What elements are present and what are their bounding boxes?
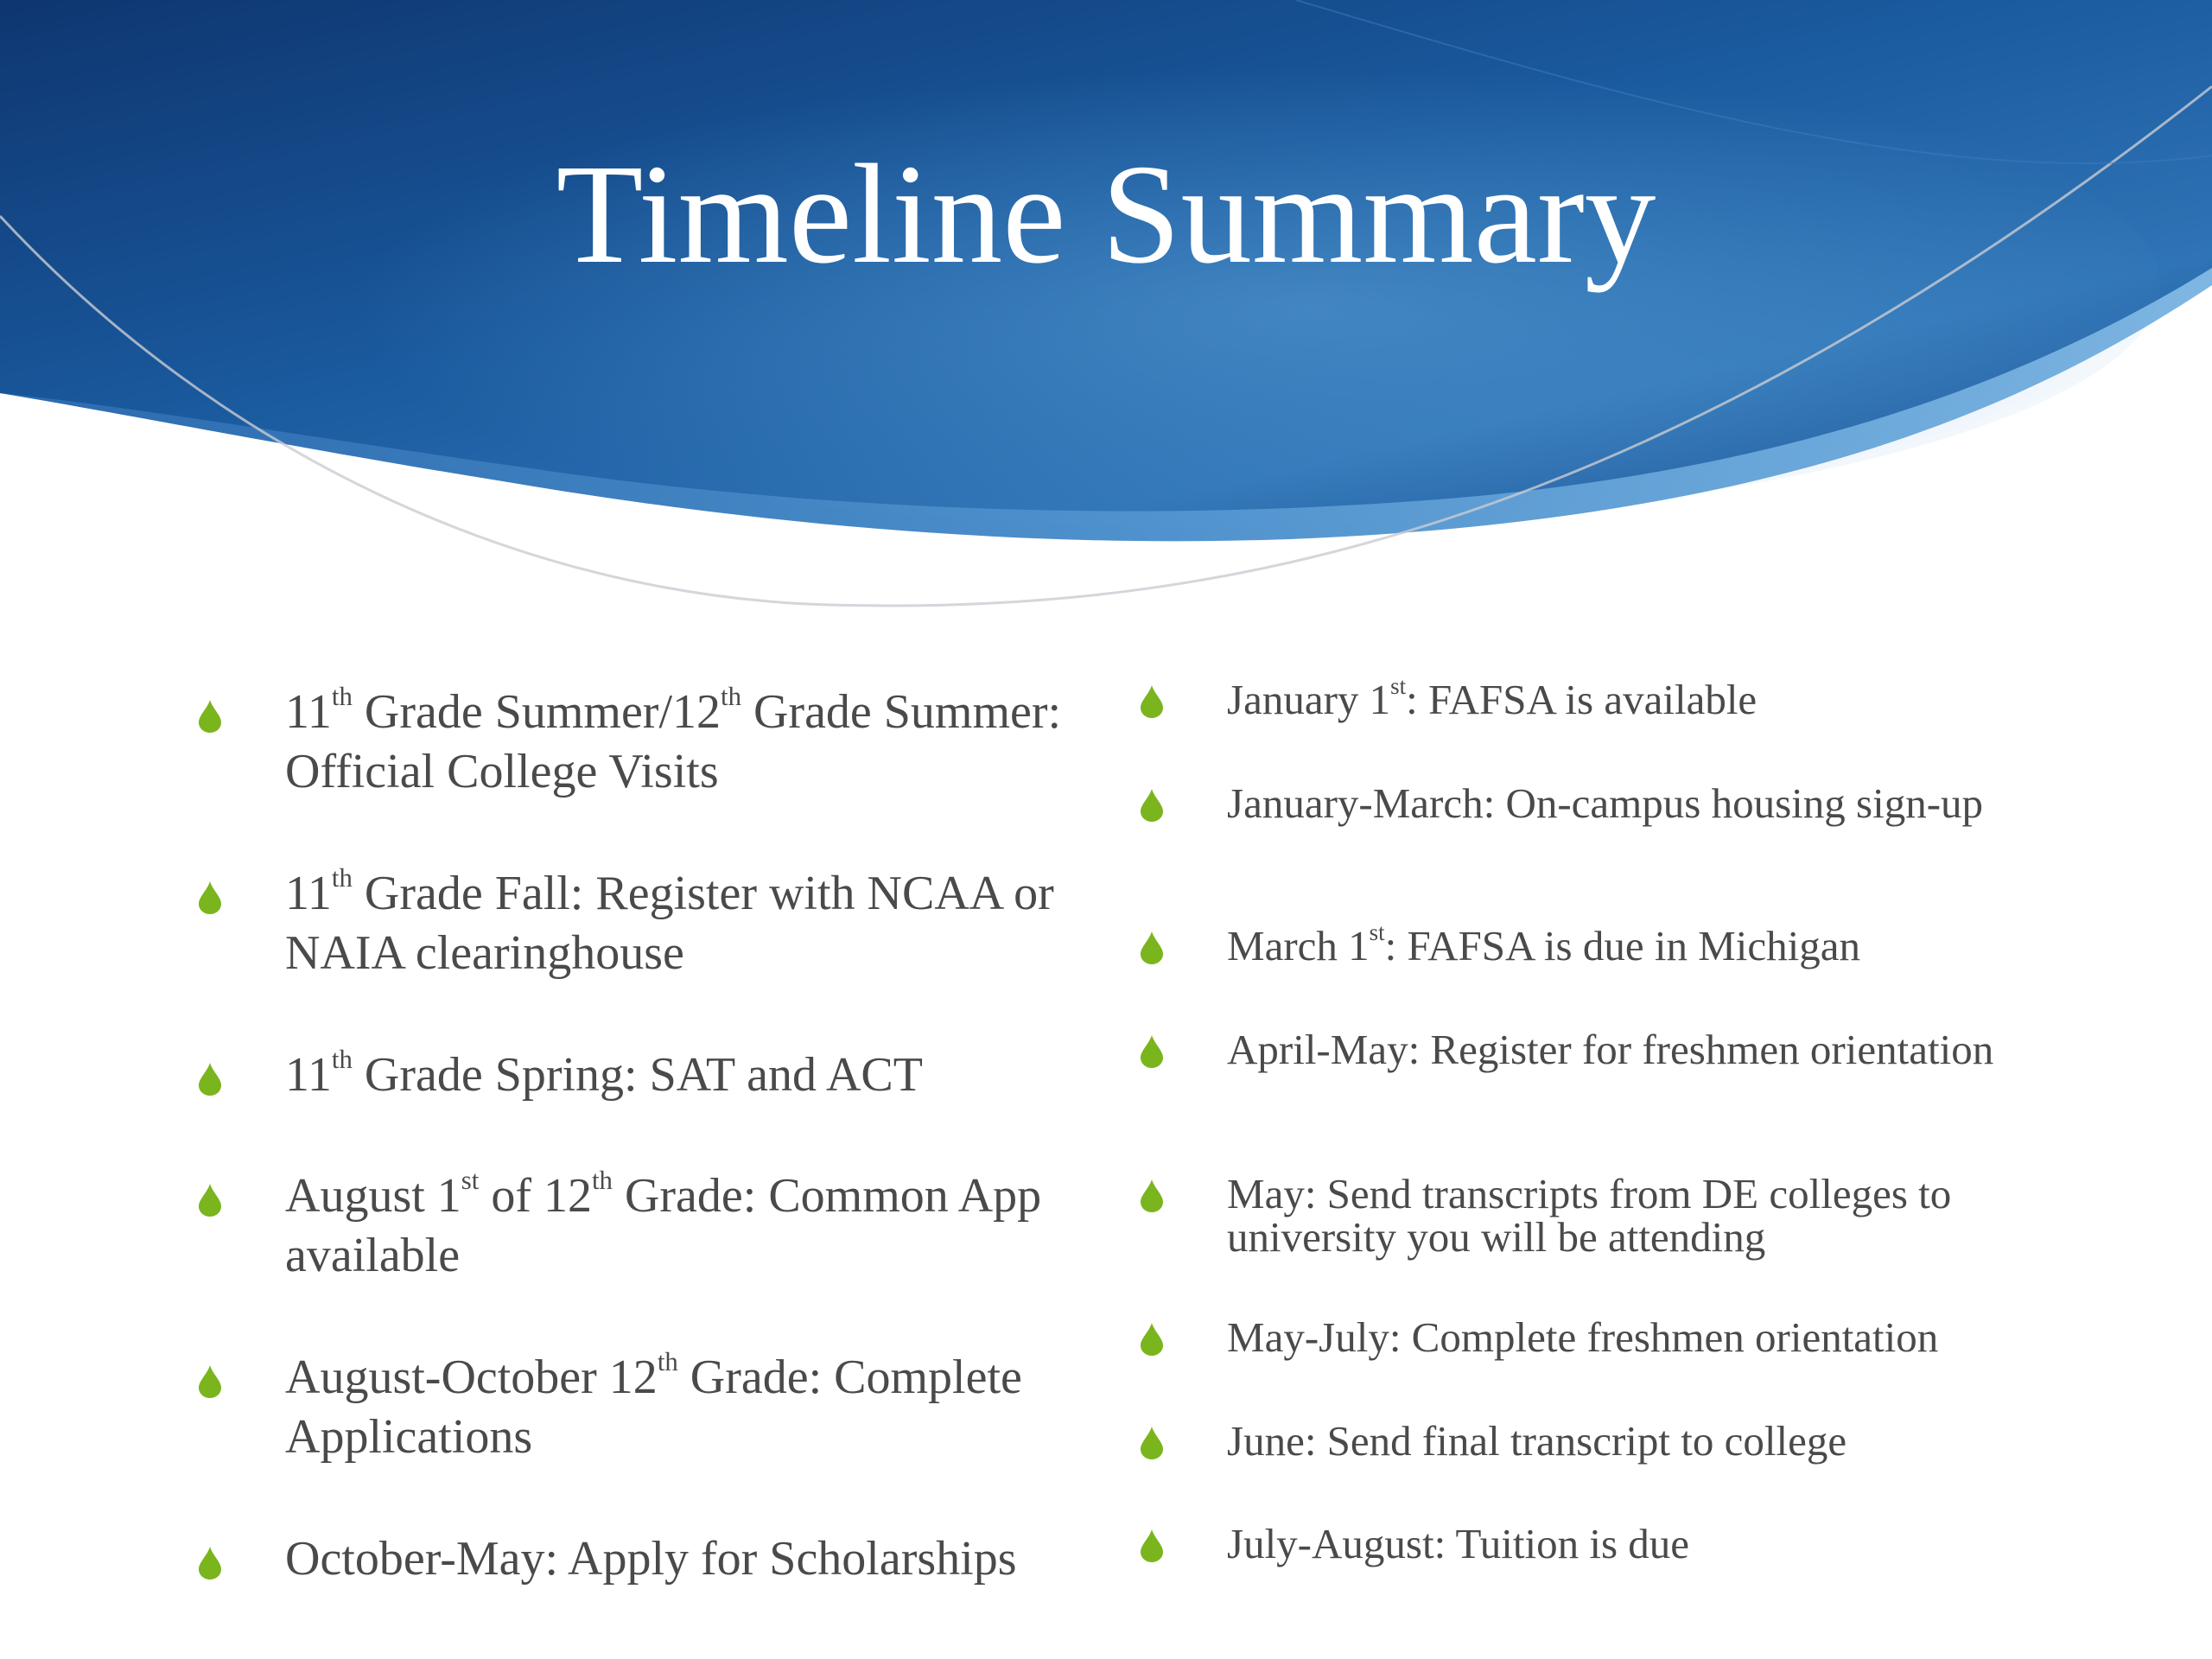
- green-droplet-icon: [1141, 789, 1163, 822]
- green-droplet-icon: [1141, 931, 1163, 964]
- text-segment: of 12: [479, 1169, 592, 1223]
- text-segment: May: Send transcripts from DE colleges to university you will be attending: [1227, 1170, 1952, 1261]
- timeline-item-text: [1227, 1417, 2100, 1465]
- green-droplet-icon: [1141, 1035, 1163, 1068]
- green-droplet-icon: [1141, 1323, 1163, 1356]
- text-segment: 11: [285, 867, 332, 920]
- timeline-item-text: [285, 1046, 1089, 1105]
- ordinal-suffix: st: [1369, 919, 1385, 946]
- timeline-item-text: [1227, 779, 2100, 827]
- green-droplet-icon: [1141, 1427, 1163, 1459]
- text-segment: October-May: Apply for Scholarships: [285, 1532, 1017, 1586]
- green-droplet-icon: [1141, 1179, 1163, 1212]
- ordinal-suffix: th: [721, 682, 741, 712]
- ordinal-suffix: th: [331, 863, 353, 893]
- green-droplet-icon: [199, 700, 221, 733]
- text-segment: : FAFSA is due in Michigan: [1384, 922, 1860, 969]
- ordinal-suffix: st: [461, 1166, 480, 1196]
- header-wave-background: [0, 0, 2212, 657]
- text-segment: Grade: Common App available: [285, 1169, 1042, 1282]
- timeline-item-text: [1227, 1522, 2100, 1566]
- text-segment: 11: [285, 1048, 332, 1102]
- text-segment: January 1: [1227, 676, 1391, 723]
- ordinal-suffix: th: [331, 682, 353, 712]
- slide-title: Timeline Summary: [556, 135, 1656, 293]
- text-segment: May-July: Complete freshmen orientation: [1227, 1313, 1939, 1361]
- timeline-item-text: [1227, 673, 2100, 723]
- text-segment: June: Send final transcript to college: [1227, 1417, 1847, 1465]
- timeline-item-text: [285, 1166, 1089, 1286]
- text-segment: August 1: [285, 1169, 461, 1223]
- timeline-item-text: [1227, 1028, 2100, 1071]
- text-segment: Grade Summer: Official College Visits: [285, 685, 1062, 798]
- ordinal-suffix: th: [592, 1166, 613, 1196]
- timeline-item-text: [1227, 1313, 2100, 1361]
- timeline-item-text: [285, 683, 1089, 802]
- green-droplet-icon: [199, 1547, 221, 1580]
- green-droplet-icon: [1141, 1529, 1163, 1562]
- timeline-item-text: [1227, 919, 2100, 969]
- text-segment: April-May: Register for freshmen orientation: [1227, 1026, 1994, 1073]
- text-segment: : FAFSA is available: [1406, 676, 1758, 723]
- text-segment: Grade Fall: Register with NCAA or NAIA clearinghouse: [285, 867, 1054, 980]
- green-droplet-icon: [199, 881, 221, 914]
- text-segment: 11: [285, 685, 332, 739]
- text-segment: August-October 12: [285, 1351, 658, 1404]
- green-droplet-icon: [1141, 685, 1163, 718]
- ordinal-suffix: st: [1390, 673, 1407, 700]
- green-droplet-icon: [199, 1365, 221, 1398]
- text-segment: January-March: On-campus housing sign-up: [1227, 779, 1984, 827]
- text-segment: Grade Summer/12: [352, 685, 721, 739]
- green-droplet-icon: [199, 1063, 221, 1096]
- ordinal-suffix: th: [331, 1045, 353, 1075]
- text-segment: July-August: Tuition is due: [1227, 1520, 1690, 1567]
- timeline-item-text: [285, 1529, 1089, 1589]
- ordinal-suffix: th: [657, 1347, 678, 1377]
- timeline-item-text: [1227, 1170, 2100, 1261]
- text-segment: Grade: Complete Applications: [285, 1351, 1022, 1464]
- timeline-item-text: [285, 1348, 1089, 1467]
- timeline-item-text: [285, 864, 1089, 983]
- text-segment: March 1: [1227, 922, 1370, 969]
- text-segment: Grade Spring: SAT and ACT: [352, 1048, 923, 1102]
- green-droplet-icon: [199, 1184, 221, 1217]
